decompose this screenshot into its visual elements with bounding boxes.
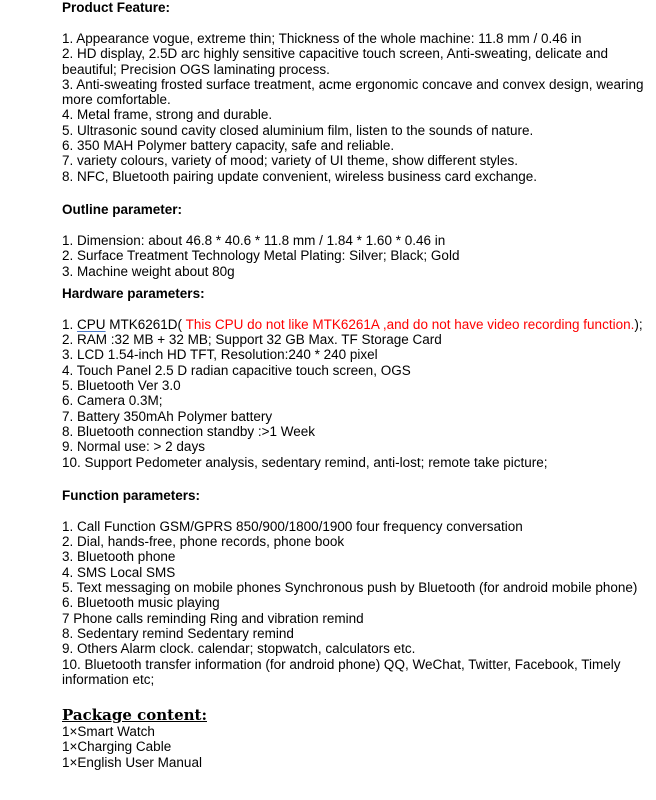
function-parameters-heading: Function parameters:	[62, 487, 201, 503]
hardware-item: 7. Battery 350mAh Polymer battery	[62, 408, 273, 424]
function-item: 6. Bluetooth music playing	[62, 595, 220, 611]
package-content-heading: Package content:	[62, 706, 207, 725]
function-item: 5. Text messaging on mobile phones Synchronous push by Bluetooth (for android mobile phone)	[62, 580, 638, 596]
function-item: 4. SMS Local SMS	[62, 564, 176, 580]
function-item: 7 Phone calls reminding Ring and vibration remind	[62, 610, 364, 626]
hardware-item: 4. Touch Panel 2.5 D radian capacitive touch screen, OGS	[62, 362, 411, 378]
hardware-item: 9. Normal use: > 2 days	[62, 439, 205, 455]
spacer	[62, 504, 647, 519]
cpu-warning-note: This CPU do not like MTK6261A ,and do not have video recording function.	[182, 316, 635, 332]
feature-item: 1. Appearance vogue, extreme thin; Thickness of the whole machine: 11.8 mm / 0.46 in	[62, 31, 582, 46]
function-item: 8. Sedentary remind Sedentary remind	[62, 625, 294, 641]
feature-item: 6. 350 MAH Polymer battery capacity, safe and reliable.	[62, 138, 395, 154]
hardware-parameters-heading: Hardware parameters:	[62, 285, 205, 301]
cpu-label: CPU	[77, 316, 106, 332]
package-item: 1×Charging Cable	[62, 739, 172, 755]
outline-parameter-heading: Outline parameter:	[62, 201, 183, 217]
function-item: 9. Others Alarm clock. calendar; stopwatch, calculators etc.	[62, 641, 416, 657]
spacer	[62, 302, 647, 317]
spacer	[62, 470, 647, 488]
spacer	[62, 687, 647, 706]
hardware-item-cpu	[62, 317, 647, 332]
feature-item: 8. NFC, Bluetooth pairing update convenient, wireless business card exchange.	[62, 168, 538, 184]
function-parameters-section	[62, 488, 647, 687]
outline-parameter-section	[62, 202, 647, 279]
outline-item: 1. Dimension: about 46.8 * 40.6 * 11.8 mm / 1.84 * 1.60 * 0.46 in	[62, 232, 446, 248]
hardware-parameters-section	[62, 286, 647, 470]
cpu-item-prefix: 1.	[62, 316, 78, 332]
feature-item: 3. Anti-sweating frosted surface treatment, acme ergonomic concave and convex design, wearing more comfortable.	[62, 76, 644, 108]
product-feature-heading: Product Feature:	[62, 0, 171, 15]
feature-item: 4. Metal frame, strong and durable.	[62, 107, 273, 123]
package-item: 1×English User Manual	[62, 754, 202, 770]
function-item: 10. Bluetooth transfer information (for android phone) QQ, WeChat, Twitter, Facebook, Timely information etc;	[62, 656, 621, 687]
product-description-document	[62, 0, 647, 770]
cpu-item-suffix: );	[634, 316, 643, 332]
package-item: 1×Smart Watch	[62, 724, 155, 740]
hardware-item: 10. Support Pedometer analysis, sedentary remind, anti-lost; remote take picture;	[62, 454, 548, 470]
cpu-model: MTK6261D(	[105, 316, 183, 332]
spacer	[62, 218, 647, 233]
feature-item: 7. variety colours, variety of mood; variety of UI theme, show different styles.	[62, 153, 518, 169]
hardware-item: 2. RAM :32 MB + 32 MB; Support 32 GB Max. TF Storage Card	[62, 332, 442, 348]
hardware-item: 5. Bluetooth Ver 3.0	[62, 378, 181, 394]
product-feature-section	[62, 0, 647, 184]
spacer	[62, 279, 647, 286]
hardware-item: 6. Camera 0.3M;	[62, 393, 163, 409]
feature-item: 2. HD display, 2.5D arc highly sensitive capacitive touch screen, Anti-sweating, delicate and beautiful; Precision OGS laminating process.	[62, 46, 609, 77]
hardware-item: 8. Bluetooth connection standby :>1 Week	[62, 423, 316, 439]
hardware-item: 3. LCD 1.54-inch HD TFT, Resolution:240 * 240 pixel	[62, 347, 378, 363]
spacer	[62, 184, 647, 202]
feature-item: 5. Ultrasonic sound cavity closed aluminium film, listen to the sounds of nature.	[62, 122, 534, 138]
function-item: 1. Call Function GSM/GPRS 850/900/1800/1900 four frequency conversation	[62, 518, 523, 534]
package-content-section	[62, 706, 647, 770]
outline-item: 3. Machine weight about 80g	[62, 263, 235, 279]
outline-item: 2. Surface Treatment Technology Metal Plating: Silver; Black; Gold	[62, 248, 460, 264]
function-item: 3. Bluetooth phone	[62, 549, 176, 565]
spacer	[62, 16, 647, 31]
function-item: 2. Dial, hands-free, phone records, phone book	[62, 534, 345, 550]
